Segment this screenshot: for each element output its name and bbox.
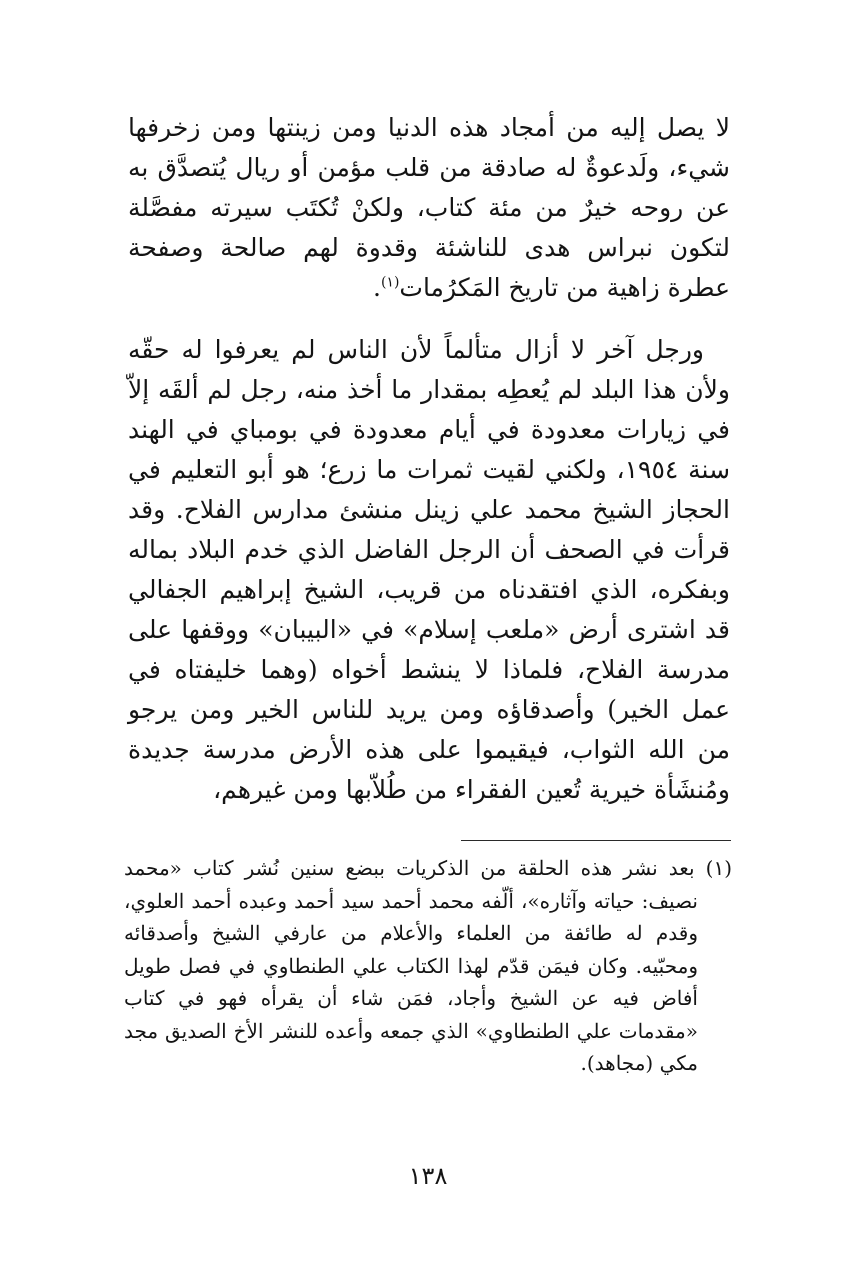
paragraph-1-text: لا يصل إليه من أمجاد هذه الدنيا ومن زينتها ومن زخرفها شيء، ولَدعوةٌ له صادقة من قلب مؤمن أو ريال يُتصدَّق به عن روحه خيرٌ من مئة كتاب، ولكنْ تُكتَب سيرته مفصَّلة لتكون نبراس هدى للناشئة وقدوة لهم صالحة وصفحة عطرة زاهية من تاريخ المَكرُمات bbox=[128, 113, 730, 302]
footnote-1 bbox=[124, 852, 732, 1080]
footnote-marker: (١) bbox=[705, 856, 733, 880]
page-number: ١٣٨ bbox=[408, 1162, 448, 1190]
footnote-reference: (١) bbox=[380, 274, 400, 291]
footnote-text: بعد نشر هذه الحلقة من الذكريات ببضع سنين نُشر كتاب «محمد نصيف: حياته وآثاره»، ألّفه محمد أحمد سيد أحمد وعبده أحمد العلوي، وقدم له طائفة من العلماء والأعلام من عارفي الشيخ وأصدقائه ومحبّيه. وكان فيمَن قدّم لهذا الكتاب علي الطنطاوي في فصل طويل أفاض فيه عن الشيخ وأجاد، فمَن شاء أن يقرأه فهو في كتاب «مقدمات علي الطنطاوي» الذي جمعه وأعده للنشر الأخ الصديق مجد مكي (مجاهد). bbox=[124, 856, 698, 1075]
footnotes-section bbox=[124, 852, 732, 1080]
footnote-separator bbox=[461, 840, 731, 841]
body-paragraph-1 bbox=[128, 108, 730, 308]
page-body bbox=[128, 108, 730, 810]
paragraph-1-end: . bbox=[372, 273, 381, 302]
body-paragraph-2: ورجل آخر لا أزال متألماً لأن الناس لم يعرفوا له حقّه ولأن هذا البلد لم يُعطِه بمقدار ما أخذ منه، رجل لم ألقَه إلاّ في زيارات معدودة في أيام معدودة في بومباي في الهند سنة ١٩٥٤، ولكني لقيت ثمرات ما زرع؛ هو أبو التعليم في الحجاز الشيخ محمد علي زينل منشئ مدارس الفلاح. وقد قرأت في الصحف أن الرجل الفاضل الذي خدم البلاد بماله وبفكره، الذي افتقدناه من قريب، الشيخ إبراهيم الجفالي قد اشترى أرض «ملعب إسلام» في «البيبان» ووقفها على مدرسة الفلاح، فلماذا لا ينشط أخواه (وهما خليفتاه في عمل الخير) وأصدقاؤه ومن يريد للناس الخير ومن يرجو من الله الثواب، فيقيموا على هذه الأرض مدرسة جديدة ومُنشَأة خيرية تُعين الفقراء من طُلاّبها ومن غيرهم، bbox=[128, 335, 731, 804]
